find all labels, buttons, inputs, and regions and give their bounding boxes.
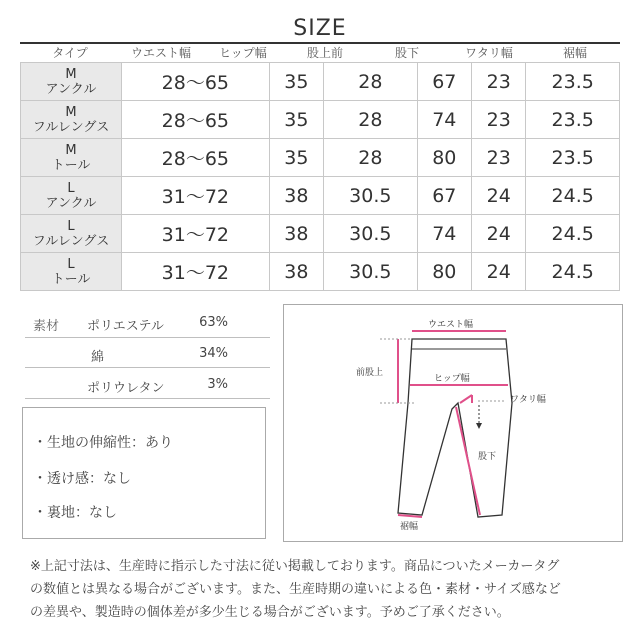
waist-cell: 31～72 [122, 177, 270, 215]
table-row [21, 215, 620, 253]
size-label: M [65, 142, 77, 158]
type-label: アンクル [45, 81, 97, 97]
table-row [21, 177, 620, 215]
inseam-cell: 74 [417, 101, 471, 139]
type-cell [21, 177, 122, 215]
hem-cell: 23.5 [526, 139, 620, 177]
measurement-diagram [283, 304, 623, 542]
hem-cell: 23.5 [526, 63, 620, 101]
thigh-cell: 24 [472, 215, 526, 253]
inseam-cell: 67 [417, 177, 471, 215]
type-label: トール [51, 271, 91, 287]
pants-illustration [284, 305, 622, 541]
inseam-cell: 67 [417, 63, 471, 101]
material-name: 綿 [91, 350, 105, 365]
sheerness-property: ・透け感：なし [33, 471, 131, 487]
header-rise: 股上前 [306, 46, 343, 60]
hip-label: ヒップ幅 [434, 374, 470, 384]
size-table [20, 62, 620, 291]
material-name: ポリウレタン [87, 381, 165, 396]
inseam-label: 股下 [478, 452, 497, 462]
hip-cell: 35 [269, 101, 323, 139]
thigh-label: ワタリ幅 [510, 395, 546, 405]
material-divider [25, 337, 270, 338]
thigh-cell: 23 [472, 101, 526, 139]
material-row [25, 371, 270, 397]
material-name: ポリエステル [87, 319, 164, 334]
material-pct: 34% [199, 346, 228, 361]
material-pct: 3% [207, 377, 228, 392]
waist-cell: 28～65 [122, 63, 270, 101]
waist-label: ウエスト幅 [428, 320, 474, 330]
rise-cell: 30.5 [324, 253, 418, 291]
type-cell [21, 215, 122, 253]
thigh-cell: 23 [472, 63, 526, 101]
hem-cell: 23.5 [526, 101, 620, 139]
note-line: の数値とは異なる場合がございます。また、生産時期の違いによる色・素材・サイズ感など [30, 582, 561, 597]
hip-cell: 35 [269, 63, 323, 101]
lining-property: ・裏地：なし [33, 505, 117, 521]
inseam-cell: 80 [417, 253, 471, 291]
hip-cell: 38 [269, 253, 323, 291]
hem-cell: 24.5 [526, 177, 620, 215]
header-waist: ウエスト幅 [130, 46, 191, 60]
size-label: L [67, 180, 75, 196]
inseam-cell: 74 [417, 215, 471, 253]
hip-cell: 38 [269, 215, 323, 253]
table-row [21, 63, 620, 101]
material-label: 素材 [33, 319, 60, 334]
thigh-measure [460, 395, 472, 403]
stretch-property: ・生地の伸縮性：あり [33, 435, 173, 451]
size-label: M [65, 66, 77, 82]
size-title: SIZE [293, 16, 347, 41]
note-line: の差異や、製造時の個体差が多少生じる場合がございます。予めご了承ください。 [30, 605, 510, 620]
arrow-head-icon [476, 423, 482, 429]
rise-cell: 28 [324, 63, 418, 101]
table-header [20, 44, 620, 62]
pants-outline [398, 339, 512, 517]
type-cell [21, 63, 122, 101]
header-hem: 裾幅 [562, 46, 587, 60]
hem-cell: 24.5 [526, 253, 620, 291]
type-label: フルレングス [32, 119, 110, 135]
size-label: L [67, 218, 75, 234]
note-line: ※上記寸法は、生産時に指示した寸法に従い掲載しております。商品についたメーカータグ [30, 559, 560, 574]
rise-cell: 30.5 [324, 177, 418, 215]
rise-label: 前股上 [356, 368, 384, 378]
rise-cell: 28 [324, 139, 418, 177]
type-label: トール [51, 157, 91, 173]
thigh-cell: 23 [472, 139, 526, 177]
waist-cell: 31～72 [122, 253, 270, 291]
rise-cell: 28 [324, 101, 418, 139]
type-cell [21, 139, 122, 177]
material-row [25, 309, 270, 335]
material-pct: 63% [199, 315, 228, 330]
thigh-cell: 24 [472, 253, 526, 291]
header-thigh: ワタリ幅 [465, 46, 513, 60]
type-cell [21, 253, 122, 291]
material-divider [25, 367, 270, 368]
waist-cell: 28～65 [122, 139, 270, 177]
waist-cell: 31～72 [122, 215, 270, 253]
table-row [21, 139, 620, 177]
type-label: アンクル [45, 195, 97, 211]
thigh-cell: 24 [472, 177, 526, 215]
hip-cell: 35 [269, 139, 323, 177]
hem-cell: 24.5 [526, 215, 620, 253]
material-divider [25, 398, 270, 399]
size-label: L [67, 256, 75, 272]
table-row [21, 101, 620, 139]
fabric-properties [22, 407, 266, 539]
header-inseam: 股下 [394, 46, 419, 60]
header-hip: ヒップ幅 [219, 46, 267, 60]
rise-cell: 30.5 [324, 215, 418, 253]
hem-label: 裾幅 [400, 522, 419, 532]
waist-cell: 28～65 [122, 101, 270, 139]
type-label: フルレングス [32, 233, 110, 249]
size-label: M [65, 104, 77, 120]
inseam-cell: 80 [417, 139, 471, 177]
header-type: タイプ [52, 46, 88, 60]
table-row [21, 253, 620, 291]
material-row [25, 340, 270, 366]
type-cell [21, 101, 122, 139]
hip-cell: 38 [269, 177, 323, 215]
